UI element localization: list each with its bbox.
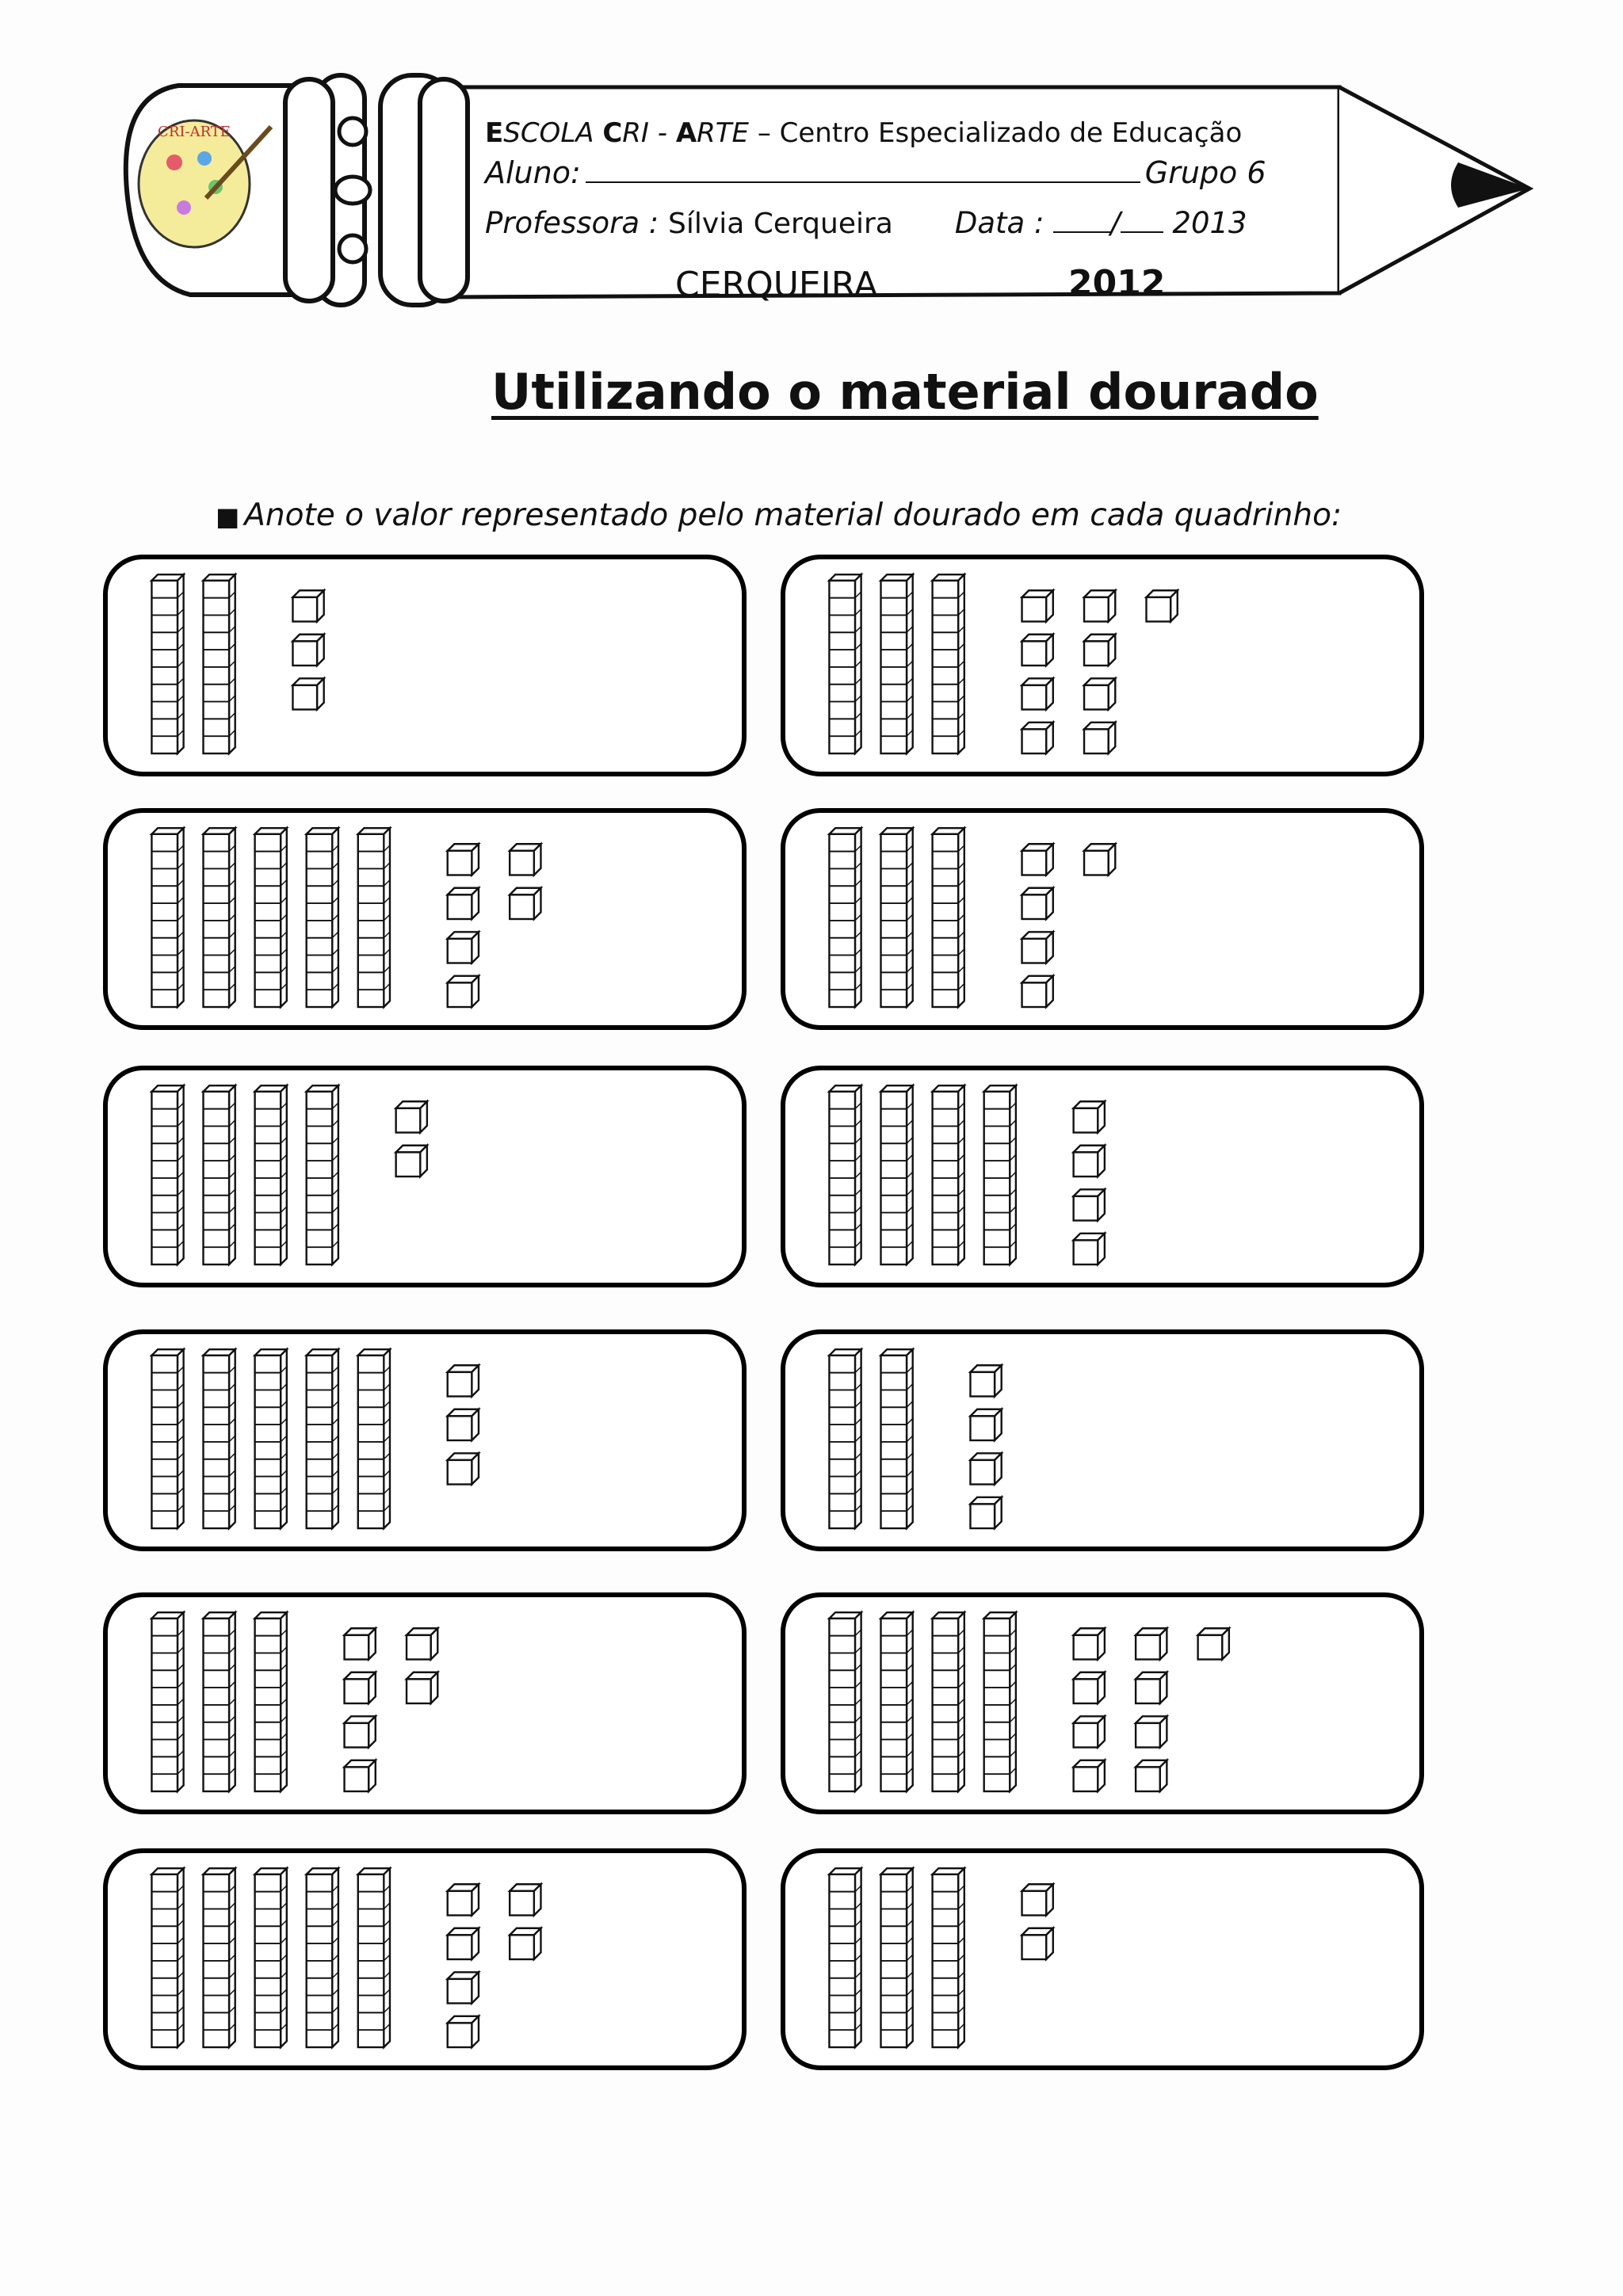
unit-cube (1074, 1716, 1105, 1747)
ten-rod (881, 1349, 913, 1528)
unit-cube (1022, 590, 1053, 621)
date-label: Data : (954, 206, 1044, 240)
unit-cube (1084, 590, 1115, 621)
teacher-date-row: Professora : Sílvia Cerqueira Data : / 2013 (485, 206, 1247, 240)
base-ten-blocks (108, 1070, 742, 1283)
unit-cube (1136, 1628, 1167, 1659)
base-ten-blocks (108, 559, 742, 772)
unit-cube (510, 1884, 540, 1915)
ten-rod (358, 1868, 390, 2047)
unit-cube (345, 1760, 376, 1791)
ten-rod (881, 1868, 913, 2047)
ten-rod (933, 1868, 964, 2047)
ten-rod (829, 1612, 861, 1791)
ten-rod (255, 1612, 287, 1791)
unit-cube (1074, 1628, 1105, 1659)
base-ten-blocks (785, 559, 1419, 772)
base-ten-blocks (108, 1334, 742, 1547)
unit-cube (970, 1365, 1001, 1396)
student-label: Aluno: (485, 155, 581, 190)
unit-cube (1022, 723, 1053, 753)
unit-cube (396, 1101, 427, 1132)
ten-rod (151, 1612, 183, 1791)
unit-cube (448, 1972, 479, 2003)
school-name: ESCOLA CRI - ARTE – Centro Especializado de Educação (485, 117, 1243, 149)
unit-cube (970, 1497, 1001, 1528)
unit-cube (970, 1453, 1001, 1484)
date-year: 2013 (1172, 206, 1247, 240)
unit-cube (292, 635, 323, 666)
ten-rod (151, 1349, 183, 1528)
ten-rod (204, 1868, 235, 2047)
base-ten-blocks (108, 1853, 742, 2065)
exercise-box[interactable] (103, 1066, 747, 1287)
exercise-box[interactable] (781, 1592, 1424, 1814)
ten-rod (358, 1349, 390, 1528)
unit-cube (1136, 1760, 1167, 1791)
exercise-box[interactable] (781, 1848, 1424, 2070)
date-day-blank[interactable] (1053, 209, 1110, 233)
unit-cube (448, 1884, 479, 1915)
unit-cube (345, 1672, 376, 1703)
unit-cube (1136, 1716, 1167, 1747)
ten-rod (204, 574, 235, 753)
ten-rod (204, 828, 235, 1007)
ten-rod (829, 1349, 861, 1528)
ten-rod (204, 1085, 235, 1264)
year-text: 2012 (1068, 263, 1166, 303)
ten-rod (984, 1612, 1016, 1791)
exercise-box[interactable] (781, 555, 1424, 776)
ten-rod (829, 828, 861, 1007)
unit-cube (1084, 844, 1115, 875)
student-name-row (485, 155, 1266, 190)
unit-cube (448, 932, 479, 963)
unit-cube (1136, 1672, 1167, 1703)
unit-cube (448, 1409, 479, 1440)
logo-text: CRI-ARTE (158, 124, 231, 140)
ten-rod (881, 828, 913, 1007)
ten-rod (307, 828, 338, 1007)
ten-rod (204, 1349, 235, 1528)
ten-rod (307, 1349, 338, 1528)
unit-cube (1074, 1672, 1105, 1703)
exercise-box[interactable] (103, 808, 747, 1030)
ten-rod (933, 1612, 964, 1791)
base-ten-blocks (785, 1597, 1419, 1810)
ten-rod (151, 1085, 183, 1264)
unit-cube (448, 844, 479, 875)
unit-cube (448, 1928, 479, 1959)
teacher-label: Professora : (485, 206, 659, 240)
exercise-box[interactable] (781, 1329, 1424, 1551)
group-label: Grupo 6 (1144, 155, 1266, 190)
ten-rod (151, 828, 183, 1007)
unit-cube (396, 1146, 427, 1177)
ten-rod (255, 1085, 287, 1264)
unit-cube (1074, 1189, 1105, 1220)
base-ten-blocks (785, 813, 1419, 1025)
unit-cube (1147, 590, 1178, 621)
unit-cube (510, 1928, 540, 1959)
unit-cube (292, 590, 323, 621)
ten-rod (829, 574, 861, 753)
exercise-box[interactable] (103, 1848, 747, 2070)
unit-cube (1022, 635, 1053, 666)
unit-cube (1074, 1760, 1105, 1791)
ten-rod (255, 1868, 287, 2047)
unit-cube (1022, 976, 1053, 1007)
unit-cube (970, 1409, 1001, 1440)
unit-cube (1084, 723, 1115, 753)
ten-rod (204, 1612, 235, 1791)
unit-cube (1084, 635, 1115, 666)
ten-rod (881, 574, 913, 753)
base-ten-blocks (785, 1853, 1419, 2065)
unit-cube (292, 678, 323, 709)
unit-cube (510, 844, 540, 875)
ten-rod (881, 1612, 913, 1791)
ten-rod (151, 574, 183, 753)
ten-rod (881, 1085, 913, 1264)
exercise-box[interactable] (103, 555, 747, 776)
ten-rod (829, 1085, 861, 1264)
exercise-box[interactable] (781, 1066, 1424, 1287)
ten-rod (255, 1349, 287, 1528)
teacher-name: Sílvia Cerqueira (668, 208, 893, 240)
base-ten-blocks (785, 1334, 1419, 1547)
student-name-blank[interactable] (586, 158, 1140, 183)
cerqueira-text: CERQUEIRA (675, 265, 878, 305)
unit-cube (1198, 1628, 1229, 1659)
unit-cube (1074, 1101, 1105, 1132)
ten-rod (933, 574, 964, 753)
instruction-text: ■ Anote o valor representado pelo material dourado em cada quadrinho: (216, 498, 1342, 533)
exercise-box[interactable] (103, 1592, 747, 1814)
unit-cube (1074, 1234, 1105, 1264)
ten-rod (358, 828, 390, 1007)
unit-cube (1074, 1146, 1105, 1177)
ten-rod (307, 1868, 338, 2047)
unit-cube (448, 1365, 479, 1396)
unit-cube (345, 1628, 376, 1659)
unit-cube (510, 888, 540, 919)
unit-cube (1022, 1884, 1053, 1915)
ten-rod (933, 1085, 964, 1264)
ten-rod (151, 1868, 183, 2047)
base-ten-blocks (108, 1597, 742, 1810)
ten-rod (255, 828, 287, 1007)
ten-rod (984, 1085, 1016, 1264)
unit-cube (1022, 844, 1053, 875)
ten-rod (829, 1868, 861, 2047)
exercise-box[interactable] (103, 1329, 747, 1551)
unit-cube (1022, 1928, 1053, 1959)
exercise-box[interactable] (781, 808, 1424, 1030)
date-month-blank[interactable] (1121, 209, 1163, 233)
unit-cube (345, 1716, 376, 1747)
unit-cube (407, 1672, 437, 1703)
unit-cube (1022, 678, 1053, 709)
page-title: Utilizando o material dourado (491, 363, 1319, 421)
base-ten-blocks (785, 1070, 1419, 1283)
unit-cube (1022, 888, 1053, 919)
unit-cube (448, 1453, 479, 1484)
bullet-icon: ■ (216, 502, 240, 532)
unit-cube (448, 888, 479, 919)
ten-rod (307, 1085, 338, 1264)
ten-rod (933, 828, 964, 1007)
unit-cube (1022, 932, 1053, 963)
unit-cube (407, 1628, 437, 1659)
base-ten-blocks (108, 813, 742, 1025)
unit-cube (1084, 678, 1115, 709)
unit-cube (448, 2016, 479, 2047)
unit-cube (448, 976, 479, 1007)
